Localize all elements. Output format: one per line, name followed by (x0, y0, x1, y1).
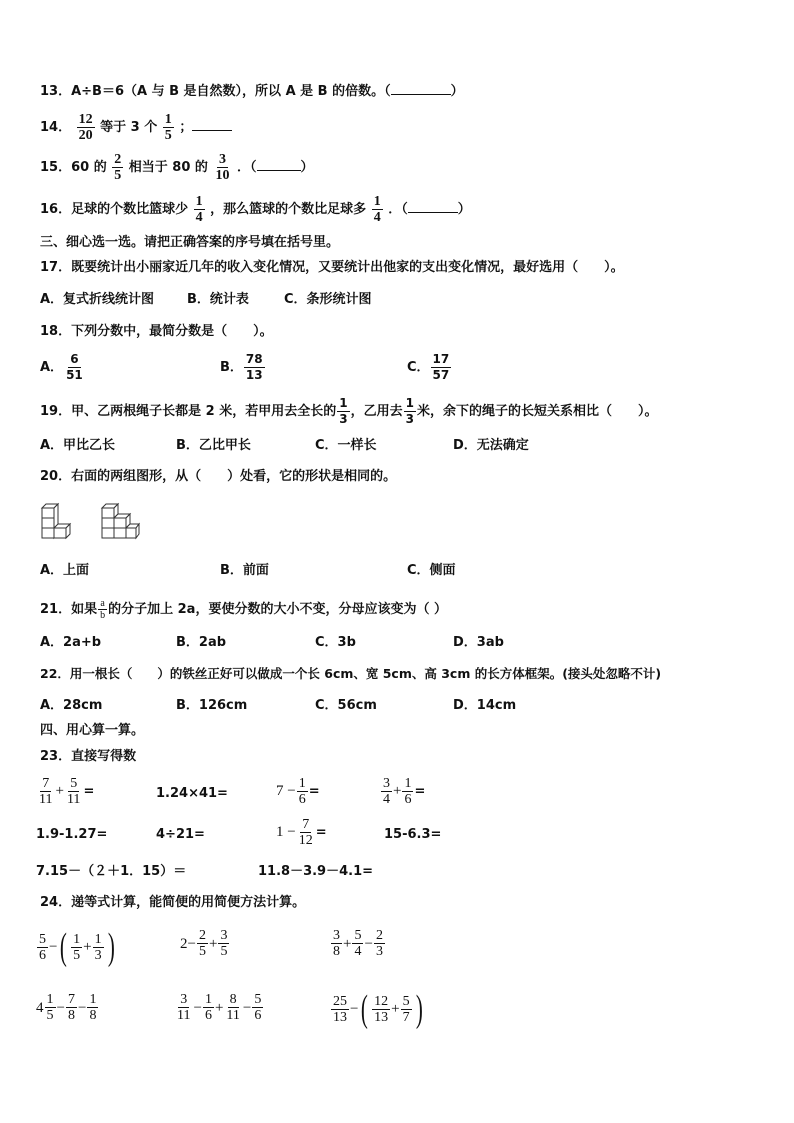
question-20: 20．右面的两组图形，从（ ）处看，它的形状是相同的。 (40, 469, 397, 484)
fraction: $\frac{1}{6}$ (404, 776, 412, 807)
question-22: 22．用一根长（ ）的铁丝正好可以做成一个长 6cm、宽 5cm、高 3cm 的长方体框架。(接头处忽略不计) (40, 666, 662, 681)
q23-item-9: 7.15－（２＋1．15）＝ (36, 864, 187, 879)
q24-expr-1: $\frac{5}{6}$ − ( $\frac{1}{5}$ + $\frac{1}{3}$ ) (39, 926, 115, 968)
q22-option-a[interactable]: A．28cm (40, 698, 103, 713)
fraction: $\frac{1}{6}$ (298, 776, 306, 807)
q19-text-b: ，乙用去 (350, 404, 403, 419)
q23-item-5: 1.9-1.27= (36, 827, 108, 842)
question-17: 17．既要统计出小丽家近几年的收入变化情况，又要统计出他家的支出变化情况，最好选用（ ）。 (40, 260, 624, 275)
q22-option-d[interactable]: D．14cm (453, 698, 517, 713)
q13-close: ） (450, 84, 464, 99)
q23-item-3: 7 − $\frac{1}{6}$ = (276, 776, 320, 807)
q15-text-b: 相当于 80 的 (128, 160, 208, 175)
fraction: $\frac{7}{11}$ (39, 776, 53, 807)
cube-figure-2 (102, 504, 139, 538)
q19-option-b[interactable]: B．乙比甲长 (176, 438, 251, 453)
q17-option-a[interactable]: A．复式折线统计图 (40, 292, 155, 307)
q18-option-a[interactable]: A． $\frac{6}{51}$ (40, 352, 83, 382)
question-23-title: 23．直接写得数 (40, 749, 137, 764)
fraction: $\frac{1}{3}$ (405, 396, 414, 426)
q21-option-c[interactable]: C．3b (315, 635, 356, 650)
fraction: $\frac{5}{11}$ (66, 776, 81, 807)
q14-num: 14． (40, 120, 72, 135)
fraction: $\frac{7}{12}$ (298, 817, 313, 848)
fraction: $\frac{2}{5}$ (114, 152, 122, 183)
q15-text-c: ．（ (237, 160, 257, 175)
q21-option-b[interactable]: B．2ab (176, 635, 227, 650)
fraction: $\frac{1}{5}$ (164, 112, 172, 143)
q19-option-a[interactable]: A．甲比乙长 (40, 438, 116, 453)
q15-text-a: 15．60 的 (40, 160, 107, 175)
q17-option-b[interactable]: B．统计表 (187, 292, 249, 307)
fraction: $\frac{1}{4}$ (195, 194, 203, 225)
section-4-heading: 四、用心算一算。 (40, 723, 145, 738)
q13-text: 13．A÷B＝6（A 与 B 是自然数），所以 A 是 B 的倍数。（ (40, 84, 391, 99)
q20-option-b[interactable]: B．前面 (220, 563, 269, 578)
fraction: $\frac{1}{3}$ (339, 396, 348, 426)
question-19 (40, 396, 657, 427)
q17-option-c[interactable]: C．条形统计图 (284, 292, 372, 307)
answer-blank[interactable] (408, 212, 458, 213)
question-14 (40, 112, 232, 143)
question-24-title: 24．递等式计算，能简便的用简便方法计算。 (40, 895, 306, 910)
question-18: 18．下列分数中，最简分数是（ ）。 (40, 324, 273, 339)
q19-text-a: 19．甲、乙两根绳子长都是 2 米，若甲用去全长的 (40, 404, 337, 419)
fraction: $\frac{1}{4}$ (373, 194, 381, 225)
q21-option-a[interactable]: A．2a+b (40, 635, 102, 650)
q23-item-6: 4÷21= (156, 827, 205, 842)
q22-option-c[interactable]: C．56cm (315, 698, 377, 713)
q18-option-c[interactable]: C． $\frac{17}{57}$ (407, 352, 450, 382)
q23-item-1: $\frac{7}{11}$ + $\frac{5}{11}$ = (39, 776, 95, 807)
q21-option-d[interactable]: D．3ab (453, 635, 504, 650)
q23-item-2: 1.24×41= (156, 786, 228, 801)
q19-text-c: 米，余下的绳子的长短关系相比（ ）。 (416, 404, 658, 419)
fraction: $\frac{78}{13}$ (245, 352, 263, 382)
question-13 (40, 84, 464, 100)
q24-expr-2: 2 − $\frac{2}{5}$ + $\frac{3}{5}$ (180, 928, 228, 959)
q21-text-b: 的分子加上 2a，要使分数的大小不变，分母应该变为（ ） (108, 602, 447, 617)
answer-blank[interactable] (192, 130, 232, 131)
section-3-heading: 三、细心选一选。请把正确答案的序号填在括号里。 (40, 235, 340, 250)
fraction: $\frac{3}{4}$ (383, 776, 390, 807)
q22-option-b[interactable]: B．126cm (176, 698, 248, 713)
question-21 (40, 598, 447, 621)
q21-text-a: 21．如果 (40, 602, 98, 617)
q14-end: ； (179, 120, 193, 135)
fraction: $\frac{6}{51}$ (66, 352, 83, 382)
q23-item-7: 1 − $\frac{7}{12}$ = (276, 817, 327, 848)
q14-mid: 等于 3 个 (100, 120, 158, 135)
q24-expr-6: $\frac{25}{13}$ − ( $\frac{12}{13}$ + $\frac{5}{7}$ ) (333, 988, 423, 1030)
q20-option-a[interactable]: A．上面 (40, 563, 90, 578)
fraction: $\frac{12}{20}$ (78, 112, 93, 143)
q16-text-b: ，那么篮球的个数比足球多 (210, 202, 367, 217)
q20-option-c[interactable]: C．侧面 (407, 563, 456, 578)
q23-item-10: 11.8－3.9－4.1= (258, 864, 374, 879)
q19-option-d[interactable]: D．无法确定 (453, 438, 529, 453)
fraction: $\frac{a}{b}$ (100, 598, 106, 621)
answer-blank[interactable] (391, 94, 451, 95)
question-15 (40, 152, 314, 183)
q24-expr-3: $\frac{3}{8}$ + $\frac{5}{4}$ − $\frac{2}{3}$ (333, 928, 383, 959)
q24-expr-4: 4 $\frac{1}{5}$ − $\frac{7}{8}$ − $\frac{1}{8}$ (36, 992, 97, 1023)
answer-blank[interactable] (257, 170, 301, 171)
q16-text-a: 16．足球的个数比篮球少 (40, 202, 189, 217)
q16-close: ） (457, 202, 471, 217)
q23-item-8: 15-6.3= (384, 827, 442, 842)
q19-option-c[interactable]: C．一样长 (315, 438, 377, 453)
cube-figures-image (40, 500, 140, 546)
fraction: $\frac{17}{57}$ (432, 352, 450, 382)
fraction: $\frac{3}{10}$ (215, 152, 230, 183)
q15-close: ） (300, 160, 314, 175)
q18-option-b[interactable]: B． $\frac{78}{13}$ (220, 352, 263, 382)
q24-expr-5: $\frac{3}{11}$ − $\frac{1}{6}$ + $\frac{8}{11}$ − $\frac{5}{6}$ (177, 992, 262, 1023)
q23-item-4: $\frac{3}{4}$ + $\frac{1}{6}$ = (383, 776, 426, 807)
question-16 (40, 194, 471, 225)
q16-text-c: ．（ (388, 202, 408, 217)
cube-figure-1 (42, 504, 70, 538)
